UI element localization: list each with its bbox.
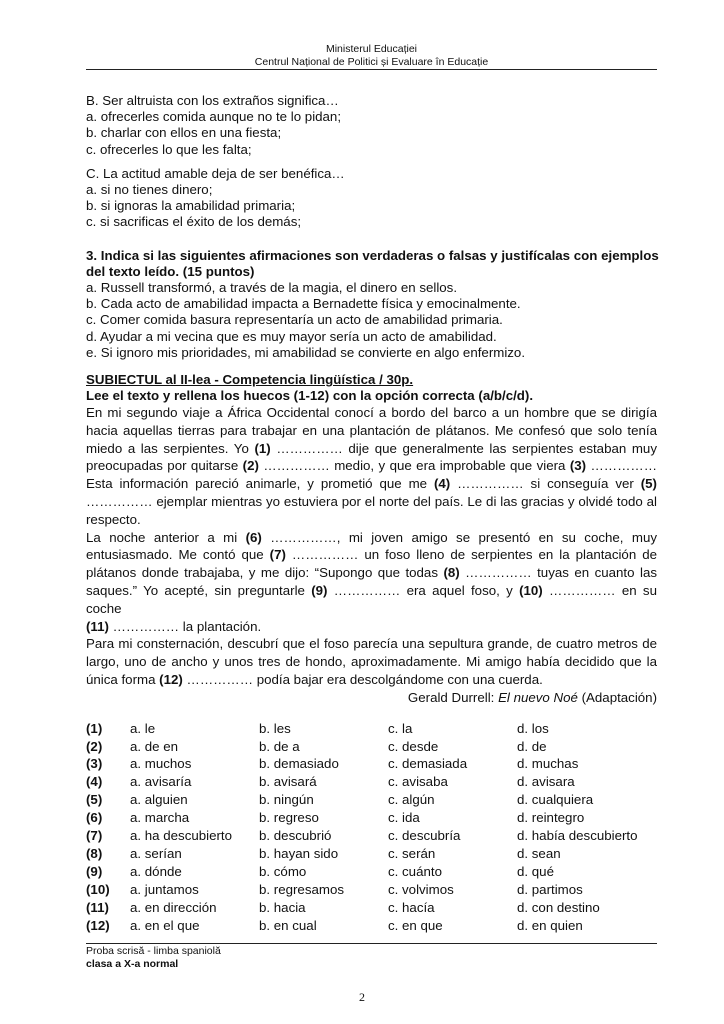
gap-number: (8) xyxy=(86,845,103,861)
passage-text: respecto. xyxy=(86,511,141,527)
answer-option: b. en cual xyxy=(259,917,317,933)
passage-line xyxy=(86,440,657,458)
answer-option: a. de en xyxy=(130,738,179,754)
page-number: 2 xyxy=(359,990,365,1004)
option: b. charlar con ellos en una fiesta; xyxy=(86,125,282,141)
gap-number: (11) xyxy=(86,618,109,634)
answer-option: a. serían xyxy=(130,845,182,861)
passage-line xyxy=(86,404,657,422)
answer-option: a. en dirección xyxy=(130,899,217,915)
answer-option: c. demasiada xyxy=(388,756,468,772)
answer-option: a. avisaría xyxy=(130,774,192,790)
answer-option: d. en quien xyxy=(517,917,583,933)
passage-text: En mi segundo viaje a África Occidental conocí a bordo del barco a un hombre que se dirigía xyxy=(86,405,657,421)
section-title: SUBIECTUL al II-lea - Competencia lingüística / 30p. xyxy=(86,372,414,388)
gap-number: (5) xyxy=(86,792,103,808)
options-row xyxy=(86,738,646,756)
passage-text: …………… en su coche xyxy=(86,583,657,616)
reading-passage xyxy=(86,404,657,689)
passage-line xyxy=(86,635,657,653)
answer-option: a. le xyxy=(130,720,156,736)
answer-option: b. hacia xyxy=(259,899,306,915)
answer-option: b. demasiado xyxy=(259,756,339,772)
answer-option: b. les xyxy=(259,720,291,736)
passage-text: Para mi consternación, descubrí que el foso parecía una sepultura grande, de cuatro metros de xyxy=(86,636,657,652)
options-row xyxy=(86,755,646,773)
passage-line xyxy=(86,511,657,529)
answer-option: c. la xyxy=(388,720,413,736)
answer-option: c. cuánto xyxy=(388,863,442,879)
passage-line xyxy=(86,493,657,511)
passage-line xyxy=(86,422,657,440)
gap-number: (6) xyxy=(86,810,103,826)
statement: e. Si ignoro mis prioridades, mi amabilidad se convierte en algo enfermizo. xyxy=(86,344,526,360)
options-row xyxy=(86,720,646,738)
question-stem: B. Ser altruista con los extraños significa… xyxy=(86,93,339,108)
gap-number: (4) xyxy=(433,476,451,492)
options-row xyxy=(86,809,646,827)
answer-option: c. hacía xyxy=(388,899,435,915)
question-stem: C. La actitud amable deja de ser benéfica… xyxy=(86,165,345,181)
options-table xyxy=(86,720,646,935)
header-center: Centrul Național de Politici și Evaluare în Educație xyxy=(254,56,489,68)
passage-line xyxy=(86,582,657,618)
question-c xyxy=(86,166,657,231)
passage-line xyxy=(86,529,657,547)
answer-option: a. marcha xyxy=(130,810,190,826)
gap-number: (10) xyxy=(86,881,110,897)
answer-option: c. algún xyxy=(388,792,435,808)
passage-text: ……………, mi joven amigo se presentó en su coche, muy xyxy=(261,529,657,545)
passage-text: única forma xyxy=(86,672,160,687)
answer-option: a. alguien xyxy=(130,792,188,808)
header-ministry: Ministerul Educației xyxy=(325,43,418,55)
passage-text: …………… la plantación. xyxy=(108,618,262,634)
gap-number: (1) xyxy=(86,720,103,736)
passage-text: La noche anterior a mi xyxy=(86,529,246,545)
citation-title: El nuevo Noé xyxy=(498,689,578,705)
gap-number: (10) xyxy=(519,583,543,599)
question-3 xyxy=(86,248,657,361)
header-rule xyxy=(86,69,657,70)
option: c. ofrecerles lo que les falta; xyxy=(86,141,252,157)
section-instruction: Lee el texto y rellena los huecos (1-12) con la opción correcta (a/b/c/d). xyxy=(86,388,534,404)
options-row xyxy=(86,773,646,791)
gap-number: (7) xyxy=(86,828,103,844)
answer-option: a. ha descubierto xyxy=(130,828,233,844)
options-row xyxy=(86,881,646,899)
passage-line xyxy=(86,671,657,689)
gap-number: (6) xyxy=(245,529,262,545)
statement: b. Cada acto de amabilidad impacta a Bernadette física y emocinalmente. xyxy=(86,296,521,312)
answer-option: b. avisará xyxy=(259,774,317,790)
answer-option: d. qué xyxy=(517,863,554,879)
answer-option: b. ningún xyxy=(259,792,314,808)
options-row xyxy=(86,791,646,809)
answer-option: d. cualquiera xyxy=(517,792,594,808)
passage-text: preocupadas por quitarse xyxy=(86,458,243,474)
gap-number: (9) xyxy=(86,863,103,879)
footer-subject: Proba scrisă - limba spaniolă xyxy=(86,945,221,957)
passage-line xyxy=(86,475,657,493)
gap-number: (2) xyxy=(242,458,259,474)
option: a. si no tienes dinero; xyxy=(86,182,213,198)
options-row xyxy=(86,845,646,863)
options-row xyxy=(86,827,646,845)
answer-option: c. volvimos xyxy=(388,881,454,897)
answer-option: b. regresamos xyxy=(259,881,344,897)
gap-number: (11) xyxy=(86,899,109,915)
passage-text: Esta información pareció animarle, y prometió que me xyxy=(86,476,434,492)
options-row xyxy=(86,899,646,917)
answer-option: d. reintegro xyxy=(517,810,585,826)
page-body xyxy=(86,93,657,934)
statement: a. Russell transformó, a través de la magia, el dinero en sellos. xyxy=(86,280,458,296)
answer-option: c. serán xyxy=(388,845,436,861)
answer-option: d. había descubierto xyxy=(517,828,638,844)
option: c. si sacrificas el éxito de los demás; xyxy=(86,214,302,230)
passage-line xyxy=(86,653,657,671)
answer-option: c. desde xyxy=(388,738,439,754)
option: a. ofrecerles comida aunque no te lo pidan; xyxy=(86,109,342,125)
passage-text: entusiasmado. Me contó que xyxy=(86,547,270,563)
answer-option: d. los xyxy=(517,720,549,736)
question-title: 3. Indica si las siguientes afirmaciones son verdaderas o falsas y justifícalas con ejemplos xyxy=(86,247,659,263)
section-2-heading xyxy=(86,372,657,404)
passage-text: …………… si conseguía ver xyxy=(450,476,641,492)
answer-option: c. ida xyxy=(388,810,420,826)
answer-option: a. juntamos xyxy=(130,881,199,897)
passage-line xyxy=(86,618,657,636)
gap-number: (4) xyxy=(86,774,103,790)
passage-text: plátanos donde trabajaba, y me dijo: “Supongo que todas xyxy=(86,565,444,581)
citation-note: (Adaptación) xyxy=(577,689,657,705)
gap-number: (9) xyxy=(311,583,328,599)
answer-option: c. descubría xyxy=(388,828,461,844)
gap-number: (2) xyxy=(86,738,103,754)
passage-text: …………… ejemplar mientras yo estuviera por el norte del país. Le di las gracias y olvidé todo al xyxy=(86,494,657,510)
answer-option: b. descubrió xyxy=(259,828,332,844)
question-b xyxy=(86,93,657,158)
passage-text: …………… era aquel foso, y xyxy=(327,583,520,599)
passage-text: hacia aquellas tierras para trabajar en una plantación de plátanos. Me confesó que solo tenía xyxy=(86,422,657,438)
passage-text: …………… medio, y que era improbable que viera xyxy=(258,458,570,474)
answer-option: a. muchos xyxy=(130,756,192,772)
answer-option: b. regreso xyxy=(259,810,319,826)
passage-text: …………… tuyas en cuanto las xyxy=(459,565,657,581)
statement: c. Comer comida basura representaría un acto de amabilidad primaria. xyxy=(86,312,503,328)
citation-author: Gerald Durrell: xyxy=(407,689,499,705)
gap-number: (8) xyxy=(443,565,460,581)
options-row xyxy=(86,863,646,881)
answer-option: d. avisara xyxy=(517,774,575,790)
gap-number: (3) xyxy=(569,458,587,474)
gap-number: (12) xyxy=(86,917,110,933)
options-row xyxy=(86,917,646,935)
answer-option: d. muchas xyxy=(517,756,579,772)
footer-rule xyxy=(86,943,657,944)
option: b. si ignoras la amabilidad primaria; xyxy=(86,198,296,214)
answer-option: d. con destino xyxy=(517,899,600,915)
gap-number: (5) xyxy=(640,476,657,492)
passage-text: …………… xyxy=(586,458,657,474)
gap-number: (12) xyxy=(159,672,183,687)
passage-text: miedo a las serpientes. Yo xyxy=(86,440,255,456)
passage-line xyxy=(86,546,657,564)
passage-text: …………… podía bajar era descolgándome con una cuerda. xyxy=(182,672,543,687)
answer-option: d. de xyxy=(517,738,547,754)
answer-option: c. en que xyxy=(388,917,443,933)
answer-option: b. cómo xyxy=(259,863,307,879)
gap-number: (3) xyxy=(86,756,103,772)
answer-option: b. de a xyxy=(259,738,300,754)
answer-option: d. partimos xyxy=(517,881,583,897)
question-title: del texto leído. (15 puntos) xyxy=(86,263,255,279)
gap-number: (7) xyxy=(269,547,286,563)
answer-option: a. en el que xyxy=(130,917,200,933)
gap-number: (1) xyxy=(254,440,271,456)
answer-option: a. dónde xyxy=(130,863,182,879)
passage-text: largo, uno de ancho y unos tres de hondo, aproximadamente. Mi amigo había decidido que la xyxy=(86,654,657,670)
passage-line xyxy=(86,457,657,475)
passage-text: …………… dije que generalmente las serpientes estaban muy xyxy=(270,440,657,456)
footer-class: clasa a X-a normal xyxy=(86,958,179,970)
passage-text: …………… un foso lleno de serpientes en la plantación de xyxy=(285,547,657,563)
passage-line xyxy=(86,564,657,582)
answer-option: c. avisaba xyxy=(388,774,448,790)
answer-option: b. hayan sido xyxy=(259,845,339,861)
passage-text: saques.” Yo acepté, sin preguntarle xyxy=(86,583,312,599)
answer-option: d. sean xyxy=(517,845,561,861)
citation xyxy=(86,689,657,707)
statement: d. Ayudar a mi vecina que es muy mayor sería un acto de amabilidad. xyxy=(86,328,497,344)
